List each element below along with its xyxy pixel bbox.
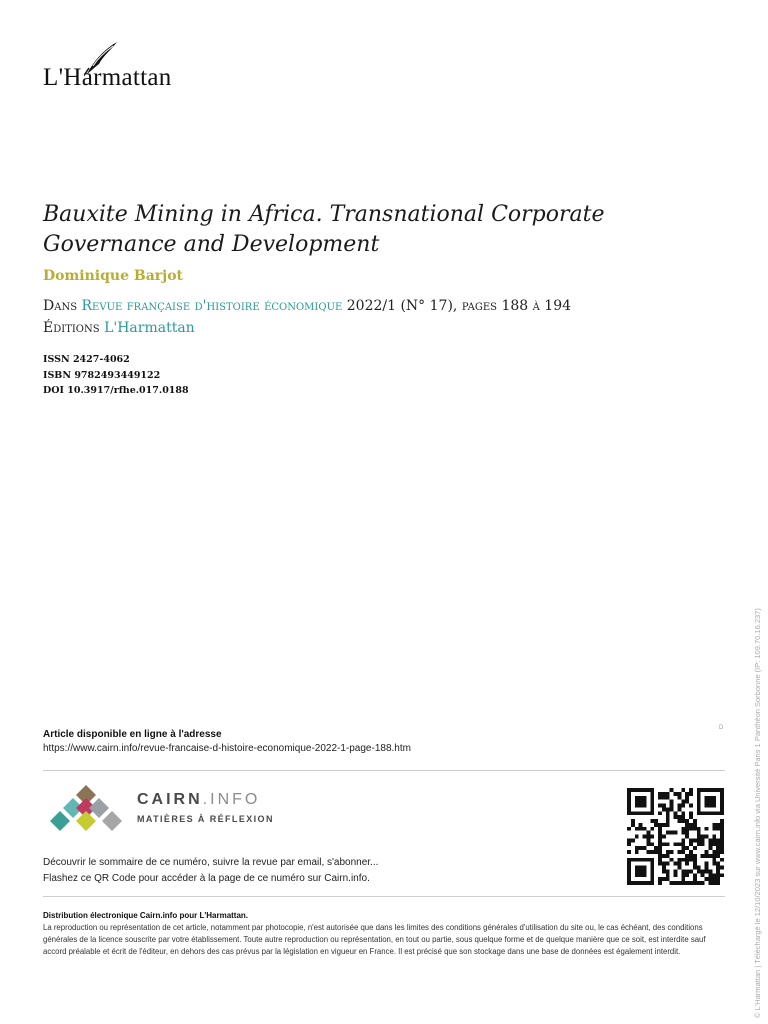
divider [43,770,725,771]
small-mark: D [719,725,724,731]
editions-prefix: Éditions [43,320,100,336]
qr-code-icon[interactable] [627,788,724,885]
cairn-name-main: CAIRN [137,791,203,808]
author-link[interactable]: Dominique Barjot [43,268,184,284]
discover-line-2: Flashez ce QR Code pour accéder à la page de ce numéro sur Cairn.info. [43,872,370,884]
cairn-name-suffix: .INFO [202,791,261,808]
doi: DOI 10.3917/rfhe.017.0188 [43,385,189,396]
legal-notice: La reproduction ou représentation de cet article, notamment par photocopie, n'est autorisée que dans les limites des conditions générales d'utilisation du site ou, le cas échéant, des conditions générales de la licence souscrite par votre établissement. Toute autre reproduction ou représentation, en tout ou partie, sous quelque forme et de quelque manière que ce soit, est interdite sauf accord préalable et écrit de l'éditeur, en dehors des cas prévus par la législation en vigueur en France. Il est précisé que son stockage dans une base de données est également interdit. [43,923,706,956]
issue: 2022/1 (N° 17) [346,298,453,314]
discover-text [43,855,378,886]
cairn-logo-icon [44,785,128,837]
issn: ISSN 2427-4062 [43,354,130,365]
divider [43,896,725,897]
cairn-diamond [50,811,70,831]
distribution-title: Distribution électronique Cairn.info pour L'Harmattan. [43,911,249,920]
availability-label: Article disponible en ligne à l'adresse [43,729,222,740]
cairn-diamond [76,811,96,831]
editions-line [43,320,195,336]
journal-line: Dans Revue française d'histoire économique 2022/1 (N° 17), pages 188 à 194 [43,298,572,314]
pages: pages 188 à 194 [461,298,572,314]
in-prefix: Dans [43,298,78,314]
isbn: ISBN 9782493449122 [43,369,161,381]
cairn-tagline: MATIÈRES À RÉFLEXION [137,814,274,824]
cairn-diamond [89,798,109,818]
article-url-link[interactable]: https://www.cairn.info/revue-francaise-d-histoire-economique-2022-1-page-188.htm [43,743,411,754]
publisher-logo-text: L'Harmattan [43,64,172,91]
download-note: © L'Harmattan | Téléchargé le 12/10/2023 sur www.cairn.info via Université Paris 1 Panthéon Sorbonne (IP: 109.70.16.237) [753,608,762,1018]
cairn-diamond [102,811,122,831]
identifiers [43,352,189,399]
article-title: Bauxite Mining in Africa. Transnational Corporate Governance and Development [43,202,605,257]
journal-link[interactable]: Revue française d'histoire économique [81,298,343,314]
publisher-logo [43,40,172,91]
discover-line-1: Découvrir le sommaire de ce numéro, suivre la revue par email, s'abonner... [43,857,379,868]
publisher-link[interactable]: L'Harmattan [104,320,195,336]
cairn-wordmark [137,791,260,809]
